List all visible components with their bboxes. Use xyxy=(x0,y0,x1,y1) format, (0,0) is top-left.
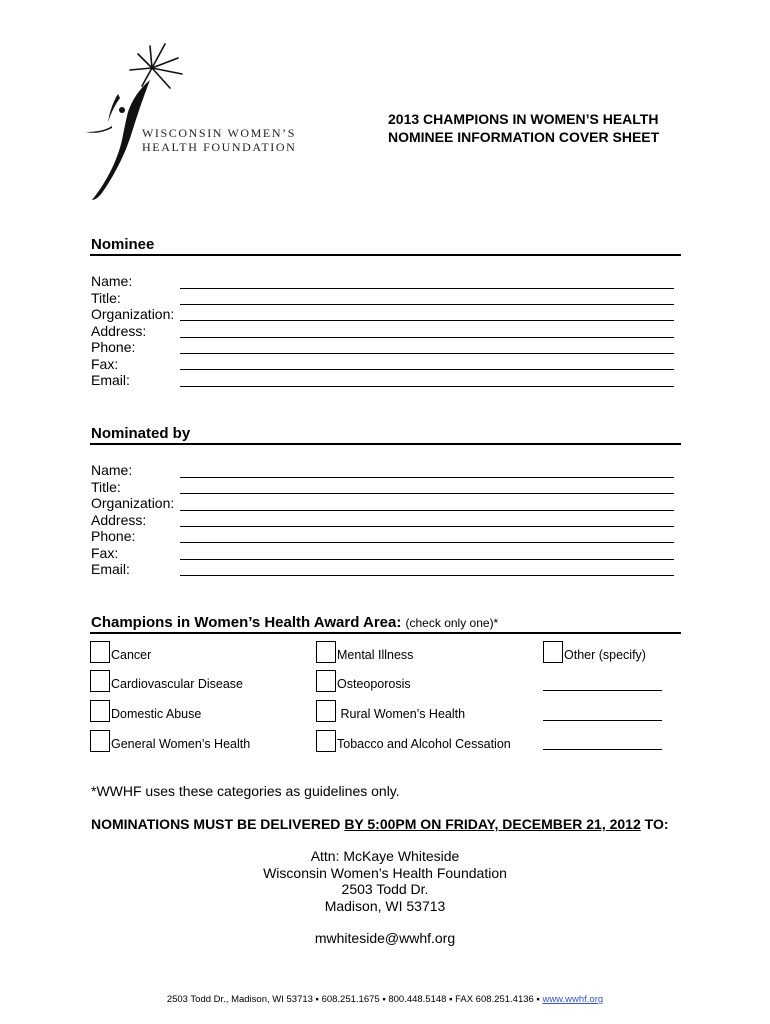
other-specify-label: Other (specify) xyxy=(564,648,646,662)
nominee-title-field[interactable] xyxy=(180,304,674,305)
nominee-address-field[interactable] xyxy=(180,337,674,338)
nominee-name-label: Name: xyxy=(91,273,133,289)
delivery-prefix: NOMINATIONS MUST BE DELIVERED xyxy=(91,816,345,832)
nominee-phone-field[interactable] xyxy=(180,353,674,354)
address-attn: Attn: McKaye Whiteside xyxy=(310,848,460,864)
osteoporosis-label: Osteoporosis xyxy=(337,677,411,691)
tobacco-alcohol-cessation-checkbox[interactable] xyxy=(316,730,336,752)
delivery-instructions xyxy=(91,816,669,832)
nominee-title-label: Title: xyxy=(91,289,121,306)
nominee-phone-label: Phone: xyxy=(91,339,136,355)
nominee-email-label: Email: xyxy=(91,372,130,388)
footer xyxy=(0,994,770,1005)
nominator-fax-label: Fax: xyxy=(91,544,119,561)
nominator-phone-label: Phone: xyxy=(91,528,136,544)
footer-website-link[interactable]: www.wwhf.org xyxy=(542,994,604,1005)
rural-womens-health-checkbox[interactable] xyxy=(316,700,336,722)
nominee-rule xyxy=(90,254,681,256)
nominator-address-field[interactable] xyxy=(180,526,674,527)
page-title-line1: 2013 CHAMPIONS IN WOMEN’S HEALTH xyxy=(388,111,659,127)
org-name-line1: WISCONSIN WOMEN’S xyxy=(142,126,296,140)
nominator-phone-field[interactable] xyxy=(180,542,674,543)
address-street: 2503 Todd Dr. xyxy=(341,881,429,897)
nominator-title-field[interactable] xyxy=(180,493,674,494)
domestic-abuse-checkbox[interactable] xyxy=(90,700,110,722)
org-name-line2: HEALTH FOUNDATION xyxy=(142,140,297,154)
rural-womens-health-label: Rural Women’s Health xyxy=(337,707,466,721)
nominator-organization-field[interactable] xyxy=(180,510,674,511)
nominee-fax-label: Fax: xyxy=(91,355,119,372)
osteoporosis-checkbox[interactable] xyxy=(316,670,336,692)
nominee-address-label: Address: xyxy=(91,322,147,339)
page-title-line2: NOMINEE INFORMATION COVER SHEET xyxy=(388,129,660,145)
other-specify-field-3[interactable] xyxy=(543,749,662,750)
award-area-heading-text: Champions in Women’s Health Award Area: xyxy=(91,614,402,631)
other-specify-field-2[interactable] xyxy=(543,720,662,721)
nominator-address-label: Address: xyxy=(91,511,147,528)
nominee-organization-field[interactable] xyxy=(180,320,674,321)
cancer-label: Cancer xyxy=(111,648,152,662)
guideline-note: *WWHF uses these categories as guidelines only. xyxy=(91,783,400,799)
nominator-title-label: Title: xyxy=(91,478,121,495)
nominee-heading: Nominee xyxy=(91,236,155,253)
address-email: mwhiteside@wwhf.org xyxy=(314,930,456,946)
footer-contact: 2503 Todd Dr., Madison, WI 53713 ▪ 608.251.1675 ▪ 800.448.5148 ▪ FAX 608.251.4136 ▪ xyxy=(166,994,543,1005)
nominee-organization-label: Organization: xyxy=(91,306,175,322)
mental-illness-label: Mental Illness xyxy=(337,648,414,662)
general-womens-health-checkbox[interactable] xyxy=(90,730,110,752)
nominator-email-field[interactable] xyxy=(180,575,674,576)
star-figure-logo-icon xyxy=(70,40,200,210)
award-area-note: (check only one)* xyxy=(405,616,499,630)
cancer-checkbox[interactable] xyxy=(90,641,110,663)
nominator-organization-label: Organization: xyxy=(91,495,175,511)
tobacco-alcohol-cessation-label: Tobacco and Alcohol Cessation xyxy=(337,737,511,751)
nominator-name-label: Name: xyxy=(91,462,133,478)
nominator-name-field[interactable] xyxy=(180,477,674,478)
award-area-heading xyxy=(91,614,498,631)
cardiovascular-disease-checkbox[interactable] xyxy=(90,670,110,692)
cardiovascular-disease-label: Cardiovascular Disease xyxy=(111,677,244,691)
other-specify-field-1[interactable] xyxy=(543,690,662,691)
nominator-fax-field[interactable] xyxy=(180,559,674,560)
mental-illness-checkbox[interactable] xyxy=(316,641,336,663)
award-area-rule xyxy=(90,632,681,634)
other-checkbox[interactable] xyxy=(543,641,563,663)
general-womens-health-label: General Women’s Health xyxy=(111,737,251,751)
domestic-abuse-label: Domestic Abuse xyxy=(111,707,202,721)
nominated-by-rule xyxy=(90,443,681,445)
nominee-name-field[interactable] xyxy=(180,288,674,289)
nominee-email-field[interactable] xyxy=(180,386,674,387)
nominated-by-heading: Nominated by xyxy=(91,425,191,442)
address-org: Wisconsin Women’s Health Foundation xyxy=(263,865,507,881)
delivery-suffix: TO: xyxy=(640,816,669,832)
nominee-fax-field[interactable] xyxy=(180,369,674,370)
nominator-email-label: Email: xyxy=(91,561,130,577)
address-city: Madison, WI 53713 xyxy=(324,898,446,914)
delivery-deadline: BY 5:00PM ON FRIDAY, DECEMBER 21, 2012 xyxy=(344,816,641,832)
